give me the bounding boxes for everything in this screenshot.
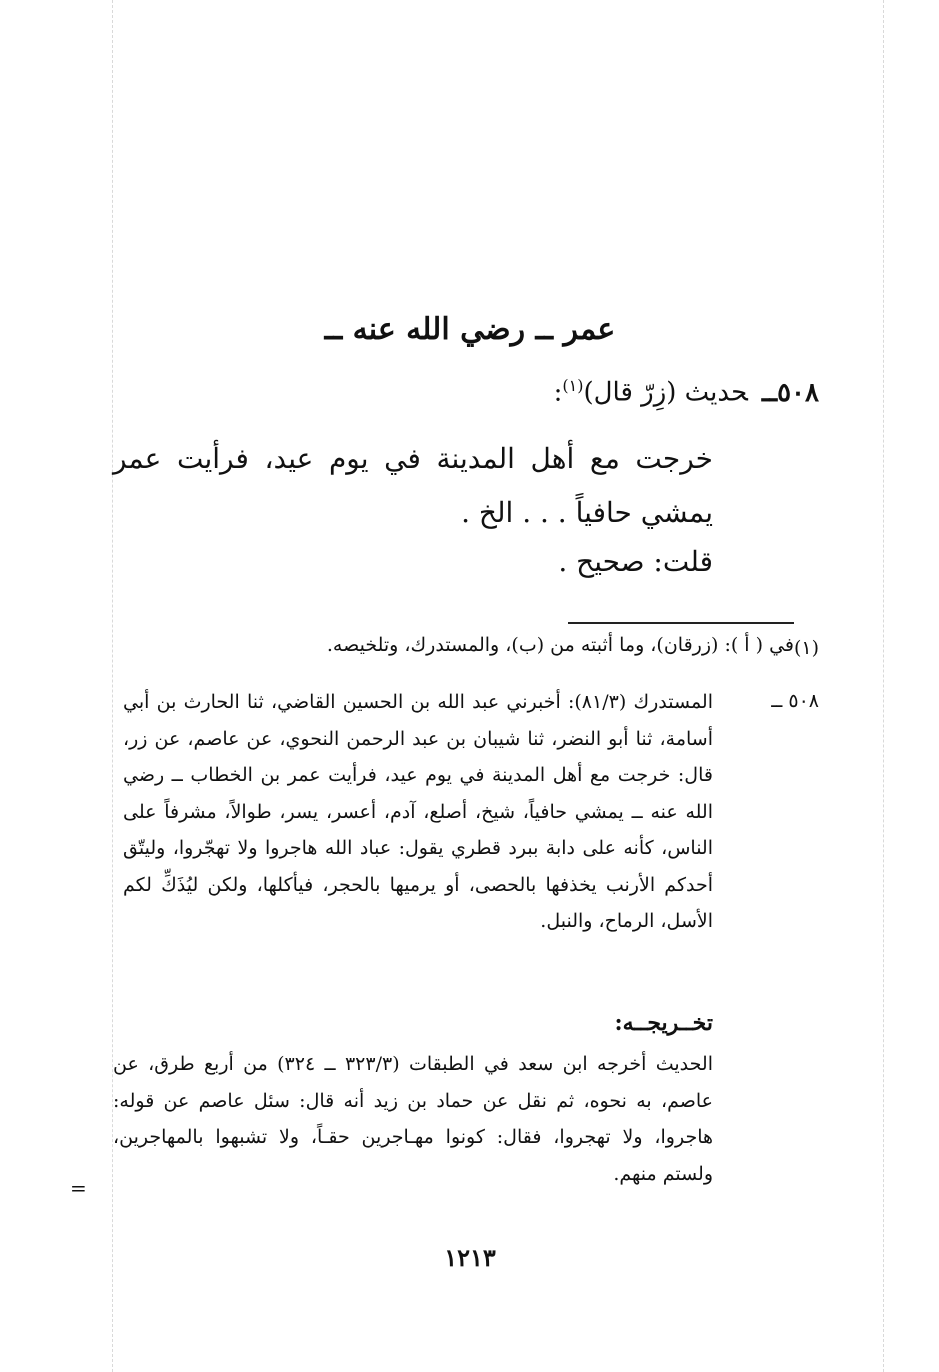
footnote-number: (١) [793, 637, 819, 659]
hadith-verdict: قلت: صحيح . [558, 545, 713, 578]
takhrij-title: تخــريجــه: [614, 1010, 713, 1036]
footnote-text: في ( أ ): (زرقان)، وما أثبته من (ب)، والمستدرك، وتلخيصه. [326, 634, 794, 656]
continuation-mark: = [70, 1176, 87, 1200]
hadith-number: ٥٠٨ــ [761, 377, 819, 408]
hadith-header [554, 376, 819, 408]
footnote-ref: (١) [562, 376, 584, 395]
detail-number: ٥٠٨ ــ [771, 690, 819, 712]
takhrij-text: الحديث أخرجه ابن سعد في الطبقات (٣٢٣/٣ ــ ٣٢٤) من أربع طرق، عن عاصم، به نحوه، ثم نقل عن حماد بن زيد أنه قال: سئل عاصم عن قوله: هاجروا، ولا تهجروا، فقال: كونوا مهـاجرين حقـاً، ولا تشبهوا بالمهاجرين، ولستم منهم. [113, 1053, 714, 1185]
hadith-intro-end: : [553, 377, 563, 408]
hadith-text: خرجت مع أهل المدينة في يوم عيد، فرأيت عمر يمشي حافياً . . . الخ . [113, 442, 713, 529]
section-heading: عمر ــ رضي الله عنه ــ [324, 312, 616, 347]
page-number: ١٢١٣ [444, 1243, 496, 1272]
scan-guide-right [883, 0, 884, 1372]
detail-text: المستدرك (٨١/٣): أخبرني عبد الله بن الحسين القاضي، ثنا الحارث بن أبي أسامة، ثنا أبو النضر، ثنا شيبان بن عبد الرحمن النحوي، عن عاصم، عن زر، قال: خرجت مع أهل المدينة في يوم عيد، فرأيت عمر بن الخطاب ــ رضي الله عنه ــ يمشي حافياً، شيخ، أصلع، آدم، أعسر، يسر، طوالاً، مشرفاً على الناس، كأنه على دابة ببرد قطري يقول: عباد الله هاجروا ولا تهجّروا، وليتّق أحدكم الأرنب يخذفها بالحصى، أو يرميها بالحجر، فيأكلها، ولكن ليُذَكِّ لكم الأسل، الرماح، والنبل. [123, 691, 713, 932]
footnote-divider [568, 622, 794, 624]
hadith-intro: حديث (زِرّ قال) [583, 377, 748, 408]
